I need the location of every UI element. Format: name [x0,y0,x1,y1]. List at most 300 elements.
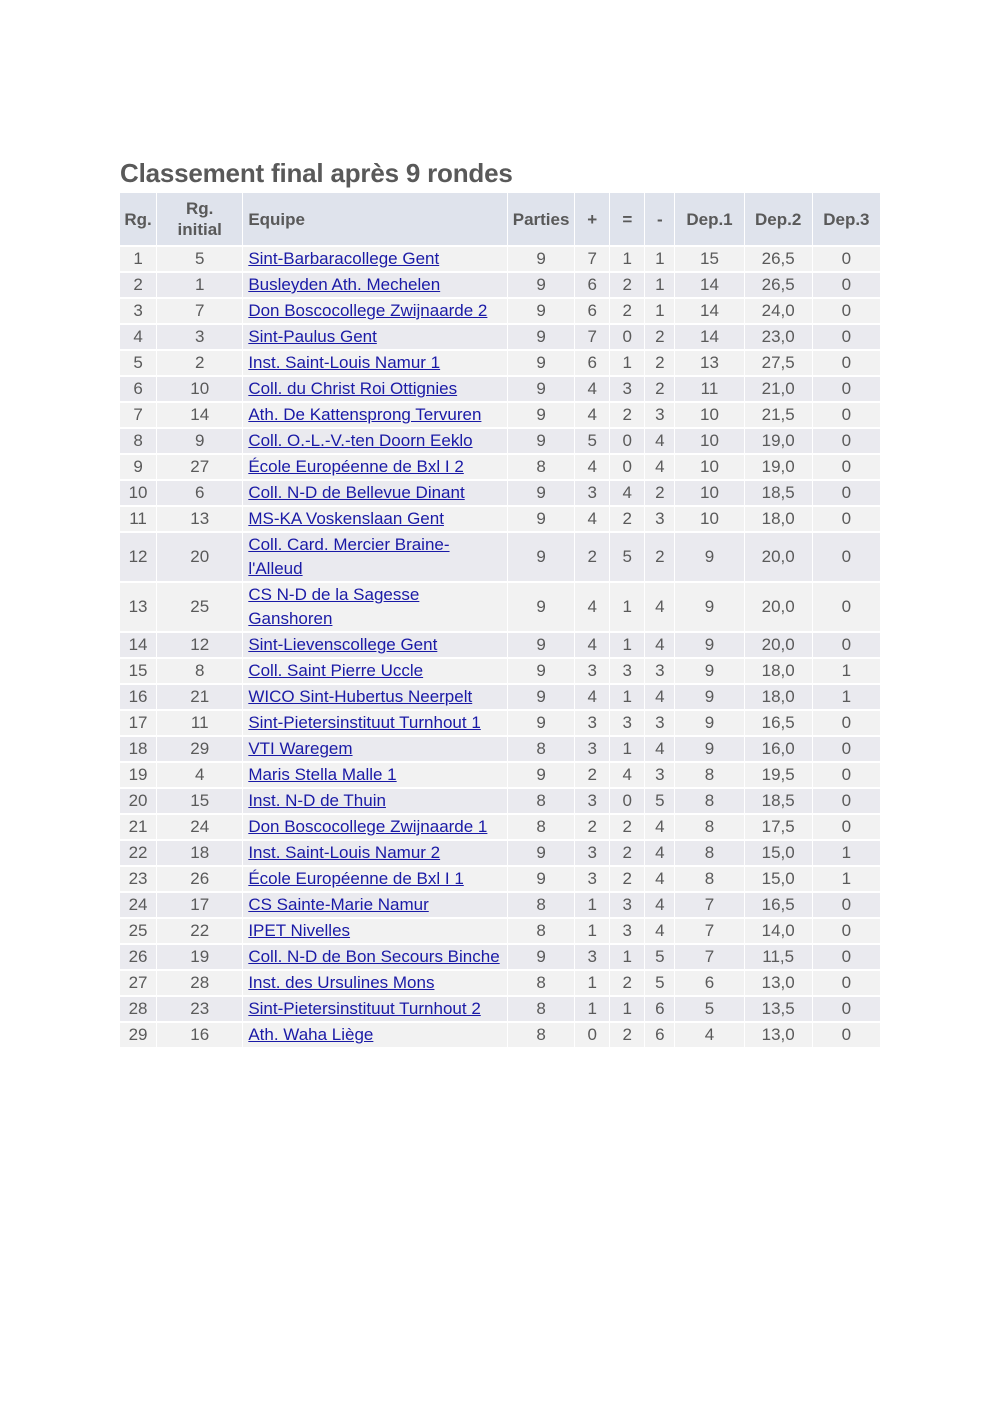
cell-games: 9 [508,685,575,711]
cell-dep2: 26,5 [745,273,813,299]
cell-wins: 3 [575,737,610,763]
cell-dep1: 7 [675,945,744,971]
cell-losses: 5 [645,971,675,997]
team-link[interactable]: Maris Stella Malle 1 [248,765,397,784]
team-link[interactable]: MS-KA Voskenslaan Gent [248,509,444,528]
cell-dep1: 14 [675,273,744,299]
cell-games: 9 [508,763,575,789]
cell-dep3: 1 [813,659,881,685]
cell-initial-rank: 10 [157,377,243,403]
cell-initial-rank: 1 [157,273,243,299]
table-row [120,325,881,351]
cell-wins: 4 [575,685,610,711]
team-link[interactable]: Don Boscocollege Zwijnaarde 1 [248,817,488,836]
cell-dep3: 0 [813,273,881,299]
cell-games: 9 [508,867,575,893]
cell-wins: 4 [575,377,610,403]
cell-losses: 2 [645,325,675,351]
cell-wins: 2 [575,815,610,841]
cell-initial-rank: 17 [157,893,243,919]
cell-wins: 3 [575,481,610,507]
cell-team [243,997,508,1023]
cell-dep2: 18,5 [745,789,813,815]
cell-team [243,273,508,299]
cell-dep1: 8 [675,763,744,789]
header-draws: = [610,193,645,247]
cell-wins: 4 [575,507,610,533]
cell-dep2: 20,0 [745,583,813,633]
cell-dep1: 10 [675,429,744,455]
table-row [120,247,881,273]
cell-initial-rank: 19 [157,945,243,971]
cell-initial-rank: 4 [157,763,243,789]
cell-rank: 24 [120,893,157,919]
team-link[interactable]: Coll. Card. Mercier Braine-l'Alleud [248,535,450,578]
cell-losses: 5 [645,789,675,815]
cell-dep1: 11 [675,377,744,403]
table-row [120,533,881,583]
cell-draws: 0 [610,455,645,481]
team-link[interactable]: Sint-Lievenscollege Gent [248,635,438,654]
cell-dep3: 0 [813,815,881,841]
cell-dep2: 14,0 [745,919,813,945]
cell-dep1: 8 [675,815,744,841]
cell-dep3: 0 [813,533,881,583]
cell-dep1: 8 [675,867,744,893]
cell-wins: 7 [575,247,610,273]
cell-draws: 2 [610,507,645,533]
cell-losses: 3 [645,403,675,429]
cell-games: 9 [508,325,575,351]
cell-dep3: 0 [813,403,881,429]
cell-draws: 1 [610,685,645,711]
cell-initial-rank: 23 [157,997,243,1023]
cell-games: 9 [508,659,575,685]
cell-draws: 4 [610,763,645,789]
cell-dep1: 7 [675,893,744,919]
cell-initial-rank: 11 [157,711,243,737]
team-link[interactable]: Sint-Barbaracollege Gent [248,249,440,268]
cell-losses: 1 [645,299,675,325]
cell-team [243,429,508,455]
cell-games: 9 [508,377,575,403]
table-row [120,659,881,685]
cell-games: 9 [508,247,575,273]
cell-team [243,455,508,481]
team-link[interactable]: Inst. Saint-Louis Namur 1 [248,353,441,372]
table-row [120,997,881,1023]
table-row [120,633,881,659]
cell-games: 9 [508,507,575,533]
team-link[interactable]: Inst. Saint-Louis Namur 2 [248,843,441,862]
cell-dep3: 0 [813,1023,881,1049]
table-row [120,763,881,789]
table-row [120,815,881,841]
cell-dep2: 18,0 [745,659,813,685]
cell-games: 9 [508,403,575,429]
cell-rank: 6 [120,377,157,403]
cell-team [243,351,508,377]
cell-draws: 0 [610,789,645,815]
cell-dep2: 18,0 [745,685,813,711]
cell-games: 9 [508,299,575,325]
cell-games: 9 [508,711,575,737]
cell-wins: 4 [575,633,610,659]
cell-games: 8 [508,893,575,919]
cell-team [243,685,508,711]
cell-games: 9 [508,273,575,299]
cell-games: 8 [508,997,575,1023]
cell-rank: 17 [120,711,157,737]
cell-dep3: 0 [813,633,881,659]
cell-wins: 2 [575,533,610,583]
cell-dep2: 16,5 [745,711,813,737]
header-initial-rank [157,193,243,247]
cell-initial-rank: 6 [157,481,243,507]
standings-body [120,247,881,1049]
table-row [120,481,881,507]
cell-dep3: 1 [813,685,881,711]
cell-draws: 2 [610,867,645,893]
cell-losses: 2 [645,351,675,377]
cell-rank: 22 [120,841,157,867]
cell-rank: 20 [120,789,157,815]
cell-dep2: 16,0 [745,737,813,763]
cell-initial-rank: 26 [157,867,243,893]
cell-losses: 4 [645,893,675,919]
cell-wins: 3 [575,945,610,971]
cell-dep1: 4 [675,1023,744,1049]
table-row [120,737,881,763]
cell-team [243,945,508,971]
cell-initial-rank: 9 [157,429,243,455]
table-row [120,919,881,945]
header-dep2: Dep.2 [745,193,813,247]
cell-dep3: 0 [813,945,881,971]
cell-rank: 29 [120,1023,157,1049]
cell-team [243,867,508,893]
header-row [120,193,881,247]
cell-rank: 25 [120,919,157,945]
cell-losses: 2 [645,377,675,403]
cell-draws: 3 [610,659,645,685]
cell-initial-rank: 14 [157,403,243,429]
cell-wins: 6 [575,299,610,325]
cell-team [243,659,508,685]
cell-dep3: 0 [813,481,881,507]
header-dep1: Dep.1 [675,193,744,247]
team-link[interactable]: Coll. du Christ Roi Ottignies [248,379,458,398]
cell-dep1: 10 [675,481,744,507]
cell-dep2: 26,5 [745,247,813,273]
cell-initial-rank: 13 [157,507,243,533]
cell-draws: 3 [610,919,645,945]
cell-games: 9 [508,533,575,583]
cell-wins: 6 [575,273,610,299]
cell-draws: 1 [610,351,645,377]
team-link[interactable]: CS Sainte-Marie Namur [248,895,429,914]
cell-draws: 1 [610,583,645,633]
cell-dep2: 19,0 [745,455,813,481]
team-link[interactable]: Coll. O.-L.-V.-ten Doorn Eeklo [248,431,473,450]
cell-dep3: 0 [813,997,881,1023]
cell-wins: 3 [575,659,610,685]
cell-losses: 4 [645,867,675,893]
cell-dep3: 1 [813,867,881,893]
cell-initial-rank: 27 [157,455,243,481]
table-row [120,507,881,533]
cell-draws: 3 [610,711,645,737]
cell-wins: 6 [575,351,610,377]
cell-team [243,711,508,737]
cell-initial-rank: 18 [157,841,243,867]
cell-draws: 2 [610,1023,645,1049]
cell-losses: 4 [645,583,675,633]
cell-initial-rank: 7 [157,299,243,325]
cell-team [243,403,508,429]
cell-losses: 1 [645,247,675,273]
team-link[interactable]: WICO Sint-Hubertus Neerpelt [248,687,473,706]
team-link[interactable]: Coll. N-D de Bellevue Dinant [248,483,465,502]
table-row [120,945,881,971]
header-rank: Rg. [120,193,157,247]
cell-games: 8 [508,1023,575,1049]
cell-losses: 4 [645,633,675,659]
cell-dep3: 0 [813,377,881,403]
team-link[interactable]: Sint-Pietersinstituut Turnhout 1 [248,713,481,732]
table-row [120,893,881,919]
cell-dep2: 19,0 [745,429,813,455]
cell-games: 8 [508,789,575,815]
team-link[interactable]: Ath. Waha Liège [248,1025,374,1044]
cell-dep2: 13,0 [745,1023,813,1049]
cell-dep1: 7 [675,919,744,945]
cell-rank: 23 [120,867,157,893]
team-link[interactable]: Inst. des Ursulines Mons [248,973,435,992]
cell-wins: 7 [575,325,610,351]
cell-dep2: 16,5 [745,893,813,919]
cell-games: 8 [508,919,575,945]
table-row [120,841,881,867]
table-row [120,351,881,377]
cell-dep2: 15,0 [745,867,813,893]
cell-dep2: 19,5 [745,763,813,789]
team-link[interactable]: Don Boscocollege Zwijnaarde 2 [248,301,488,320]
cell-team [243,789,508,815]
cell-draws: 2 [610,273,645,299]
cell-rank: 4 [120,325,157,351]
cell-games: 9 [508,481,575,507]
cell-games: 9 [508,633,575,659]
cell-wins: 1 [575,997,610,1023]
team-link[interactable]: CS N-D de la Sagesse Ganshoren [248,585,420,628]
cell-team [243,481,508,507]
team-link[interactable]: Coll. Saint Pierre Uccle [248,661,424,680]
team-link[interactable]: Inst. N-D de Thuin [248,791,386,810]
cell-team [243,325,508,351]
cell-rank: 28 [120,997,157,1023]
cell-initial-rank: 22 [157,919,243,945]
cell-dep3: 0 [813,763,881,789]
cell-losses: 4 [645,429,675,455]
cell-dep3: 0 [813,971,881,997]
cell-initial-rank: 2 [157,351,243,377]
cell-dep1: 10 [675,403,744,429]
cell-games: 9 [508,351,575,377]
cell-draws: 2 [610,841,645,867]
cell-rank: 14 [120,633,157,659]
table-row [120,583,881,633]
cell-losses: 4 [645,685,675,711]
cell-wins: 3 [575,789,610,815]
cell-wins: 3 [575,711,610,737]
cell-rank: 3 [120,299,157,325]
cell-wins: 4 [575,455,610,481]
cell-dep1: 5 [675,997,744,1023]
team-link[interactable]: Coll. N-D de Bon Secours Binche [248,947,500,966]
cell-dep2: 21,0 [745,377,813,403]
cell-dep3: 0 [813,789,881,815]
cell-dep1: 10 [675,507,744,533]
cell-rank: 21 [120,815,157,841]
team-link[interactable]: IPET Nivelles [248,921,351,940]
standings-table [120,193,881,1049]
team-link[interactable]: École Européenne de Bxl I 1 [248,869,464,888]
cell-games: 8 [508,815,575,841]
cell-losses: 4 [645,841,675,867]
table-row [120,403,881,429]
cell-team [243,919,508,945]
cell-dep1: 13 [675,351,744,377]
cell-draws: 2 [610,403,645,429]
team-link[interactable]: Sint-Paulus Gent [248,327,377,346]
cell-games: 8 [508,455,575,481]
cell-draws: 3 [610,377,645,403]
cell-dep3: 0 [813,583,881,633]
cell-rank: 9 [120,455,157,481]
cell-dep1: 14 [675,299,744,325]
header-games: Parties [508,193,575,247]
cell-dep3: 0 [813,351,881,377]
cell-rank: 13 [120,583,157,633]
cell-dep3: 0 [813,507,881,533]
cell-initial-rank: 29 [157,737,243,763]
cell-dep2: 15,0 [745,841,813,867]
cell-wins: 3 [575,867,610,893]
cell-dep1: 8 [675,789,744,815]
cell-losses: 4 [645,737,675,763]
team-link[interactable]: Busleyden Ath. Mechelen [248,275,441,294]
cell-dep3: 0 [813,455,881,481]
cell-dep3: 0 [813,737,881,763]
team-link[interactable]: Ath. De Kattensprong Tervuren [248,405,482,424]
cell-dep2: 11,5 [745,945,813,971]
cell-dep1: 9 [675,737,744,763]
cell-initial-rank: 25 [157,583,243,633]
cell-draws: 2 [610,299,645,325]
cell-losses: 6 [645,1023,675,1049]
cell-games: 8 [508,737,575,763]
cell-draws: 1 [610,737,645,763]
cell-rank: 7 [120,403,157,429]
cell-dep2: 20,0 [745,533,813,583]
cell-games: 9 [508,429,575,455]
cell-wins: 1 [575,919,610,945]
table-row [120,299,881,325]
cell-dep2: 27,5 [745,351,813,377]
cell-wins: 5 [575,429,610,455]
cell-draws: 3 [610,893,645,919]
cell-rank: 1 [120,247,157,273]
team-link[interactable]: VTI Waregem [248,739,353,758]
cell-rank: 12 [120,533,157,583]
cell-losses: 4 [645,455,675,481]
cell-wins: 1 [575,893,610,919]
cell-dep3: 0 [813,919,881,945]
cell-wins: 2 [575,763,610,789]
cell-dep2: 18,5 [745,481,813,507]
table-row [120,867,881,893]
team-link[interactable]: Sint-Pietersinstituut Turnhout 2 [248,999,481,1018]
cell-rank: 8 [120,429,157,455]
cell-team [243,299,508,325]
cell-wins: 3 [575,841,610,867]
cell-losses: 2 [645,481,675,507]
cell-dep1: 9 [675,633,744,659]
cell-rank: 26 [120,945,157,971]
cell-dep1: 9 [675,659,744,685]
header-team: Equipe [243,193,508,247]
cell-losses: 3 [645,711,675,737]
cell-dep1: 8 [675,841,744,867]
cell-initial-rank: 3 [157,325,243,351]
cell-dep3: 0 [813,429,881,455]
cell-draws: 1 [610,247,645,273]
cell-dep1: 9 [675,583,744,633]
cell-initial-rank: 20 [157,533,243,583]
cell-rank: 2 [120,273,157,299]
cell-rank: 15 [120,659,157,685]
table-row [120,685,881,711]
cell-games: 9 [508,583,575,633]
cell-losses: 6 [645,997,675,1023]
cell-team [243,893,508,919]
cell-team [243,377,508,403]
team-link[interactable]: École Européenne de Bxl I 2 [248,457,464,476]
cell-losses: 4 [645,919,675,945]
cell-initial-rank: 16 [157,1023,243,1049]
cell-games: 8 [508,971,575,997]
cell-initial-rank: 24 [157,815,243,841]
cell-team [243,507,508,533]
cell-team [243,633,508,659]
header-wins: + [575,193,610,247]
cell-rank: 19 [120,763,157,789]
cell-draws: 1 [610,997,645,1023]
cell-initial-rank: 15 [157,789,243,815]
cell-dep1: 9 [675,533,744,583]
cell-dep1: 9 [675,711,744,737]
cell-dep2: 17,5 [745,815,813,841]
table-row [120,711,881,737]
cell-dep1: 9 [675,685,744,711]
cell-dep2: 24,0 [745,299,813,325]
cell-rank: 16 [120,685,157,711]
cell-rank: 5 [120,351,157,377]
header-dep3: Dep.3 [813,193,881,247]
cell-team [243,533,508,583]
table-row [120,377,881,403]
